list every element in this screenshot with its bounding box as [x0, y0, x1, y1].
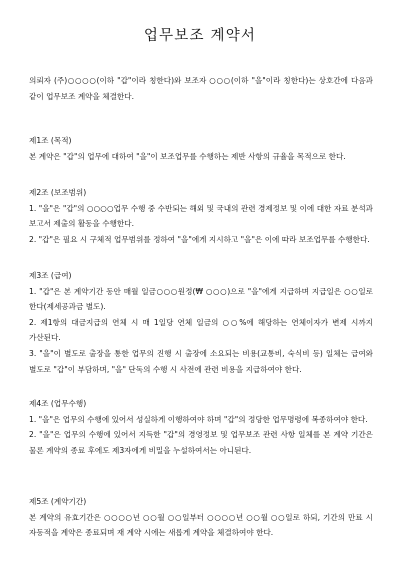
- section-heading: 제5조 (계약기간): [29, 497, 87, 506]
- section-paragraph: 1. "을"은 "갑"의 ○○○○업무 수행 중 수반되는 해외 및 국내의 관련 경제정보 및 이에 대한 자료 분석과 보고서 제출의 활동을 수행한다.: [29, 203, 373, 229]
- intro-paragraph: 의뢰자 (주)○○○○(이하 "갑"이라 칭한다)와 보조자 ○○○(이하 "을"이라 칭한다)는 상호간에 다음과 같이 업무보조 계약을 체결한다.: [29, 76, 373, 101]
- section-article-3: [29, 268, 373, 377]
- section-paragraph: 2. 제1항의 대금지급의 연체 시 매 1일당 연체 일금의 ○○%에 해당하는 연체이자가 변제 시까지 가산된다.: [29, 317, 373, 343]
- section-paragraph: 2. "을"은 업무의 수행에 있어서 지득한 "갑"의 경영정보 및 업무보조 관련 사항 일체를 본 계약 기간은 물론 계약의 종료 후에도 제3자에게 비밀을 누설하여서는 아니된다.: [29, 430, 373, 455]
- section-article-4: [29, 396, 373, 458]
- document-title: 업무보조 계약서: [143, 28, 257, 44]
- section-heading: 제3조 (급여): [29, 271, 72, 280]
- section-paragraph: 본 계약의 유효기간은 ○○○○년 ○○월 ○○일부터 ○○○○년 ○○월 ○○일로 하되, 기간의 만료 시 자동적을 계약은 종료되며 재 계약 시에는 새롭게 계약을 체결하여야 한다.: [29, 512, 373, 538]
- section-paragraph: 2. "갑"은 필요 시 구체적 업무범위를 정하여 "을"에게 지시하고 "을"은 이에 따라 보조업무를 수행한다.: [29, 234, 370, 244]
- section-article-5: [29, 494, 373, 541]
- section-heading: 제1조 (목적): [29, 136, 72, 145]
- section-article-2: [29, 185, 373, 247]
- section-paragraph: 1. "을"은 업무의 수행에 있어서 성실하게 이행하여야 하며 "갑"의 정당한 업무명령에 복종하여야 한다.: [29, 414, 368, 424]
- section-heading: 제4조 (업무수행): [29, 399, 87, 408]
- section-heading: 제2조 (보조범위): [29, 188, 87, 197]
- section-paragraph: 본 계약은 "갑"의 업무에 대하여 "을"이 보조업무를 수행하는 제반 사항의 규율을 목적으로 한다.: [29, 151, 346, 161]
- section-paragraph: 1. "갑"은 본 계약기간 동안 매월 일금○○○원정(₩ ○○○)으로 "을"에게 지급하며 지급일은 ○○일로 한다(제세공과금 별도).: [29, 286, 373, 312]
- section-paragraph: 3. "을"이 별도로 출장을 통한 업무의 진행 시 출장에 소요되는 비용(교통비, 숙식비 등) 일체는 급여와 별도로 "갑"이 부담하며, "을" 단독의 수행 시 사전에 관련 비용을 지급하여야 한다.: [29, 348, 373, 374]
- section-article-1: [29, 133, 373, 164]
- intro-block: [29, 73, 373, 104]
